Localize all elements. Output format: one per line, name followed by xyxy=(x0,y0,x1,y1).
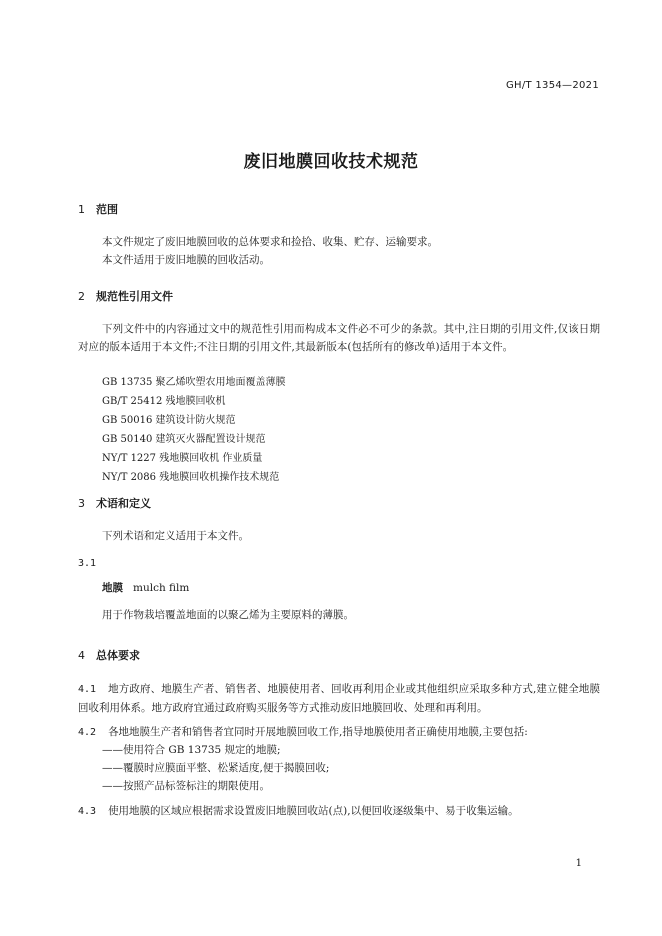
clause-4-3 xyxy=(78,802,600,821)
section-1-paragraph-2: 本文件适用于废旧地膜的回收活动。 xyxy=(102,254,270,266)
clause-4-2-items xyxy=(102,741,329,795)
section-title: 术语和定义 xyxy=(96,497,151,510)
section-number: 3 xyxy=(78,497,85,510)
section-1-heading xyxy=(78,201,118,217)
reference-item: GB 13735 聚乙烯吹塑农用地面覆盖薄膜 xyxy=(102,377,286,388)
section-2-intro: 下列文件中的内容通过文中的规范性引用而构成本文件必不可少的条款。其中,注日期的引用文件,仅该日期对应的版本适用于本文件;不注日期的引用文件,其最新版本(包括所有的修改单)适用于本文件。 xyxy=(78,323,600,353)
reference-list xyxy=(102,373,286,487)
clause-text: 各地地膜生产者和销售者宜同时开展地膜回收工作,指导地膜使用者正确使用地膜,主要包括: xyxy=(108,726,528,738)
clause-text: 使用地膜的区域应根据需求设置废旧地膜回收站(点),以便回收逐级集中、易于收集运输。 xyxy=(108,805,519,817)
term-chinese: 地膜 xyxy=(102,582,123,594)
list-item: ——使用符合 GB 13735 规定的地膜; xyxy=(102,744,281,756)
section-3-intro: 下列术语和定义适用于本文件。 xyxy=(102,530,249,542)
list-item: ——覆膜时应膜面平整、松紧适度,便于揭膜回收; xyxy=(102,762,330,774)
reference-item: GB/T 25412 残地膜回收机 xyxy=(102,396,226,407)
section-3-heading xyxy=(78,495,151,511)
section-number: 2 xyxy=(78,290,85,303)
reference-item: GB 50016 建筑设计防火规范 xyxy=(102,415,236,426)
list-item: ——按照产品标签标注的期限使用。 xyxy=(102,780,270,792)
section-title: 范围 xyxy=(96,203,118,216)
reference-item: GB 50140 建筑灭火器配置设计规范 xyxy=(102,434,266,445)
page-number: 1 xyxy=(575,858,582,869)
section-1-paragraph-1: 本文件规定了废旧地膜回收的总体要求和捡拾、收集、贮存、运输要求。 xyxy=(102,236,438,248)
section-number: 4 xyxy=(78,649,85,662)
clause-4-2 xyxy=(78,723,600,742)
section-title: 总体要求 xyxy=(96,649,140,662)
clause-text: 地方政府、地膜生产者、销售者、地膜使用者、回收再利用企业或其他组织应采取多种方式,建立健全地膜回收利用体系。地方政府宜通过政府购买服务等方式推动废旧地膜回收、处理和再利用。 xyxy=(78,683,600,714)
reference-item: NY/T 1227 残地膜回收机 作业质量 xyxy=(102,453,263,464)
clause-number: 4.3 xyxy=(78,806,97,817)
term-definition: 用于作物栽培覆盖地面的以聚乙烯为主要原料的薄膜。 xyxy=(102,609,354,621)
term-entry xyxy=(102,580,189,595)
clause-number: 4.2 xyxy=(78,727,97,738)
document-title: 废旧地膜回收技术规范 xyxy=(243,152,419,172)
section-2-heading xyxy=(78,288,173,304)
clause-number: 4.1 xyxy=(78,684,97,695)
reference-item: NY/T 2086 残地膜回收机操作技术规范 xyxy=(102,472,280,483)
standard-code: GH/T 1354—2021 xyxy=(505,80,599,91)
section-number: 1 xyxy=(78,203,85,216)
term-number: 3.1 xyxy=(78,558,97,569)
section-title: 规范性引用文件 xyxy=(96,290,173,303)
term-english: mulch film xyxy=(133,582,190,594)
section-4-heading xyxy=(78,647,140,663)
clause-4-1 xyxy=(78,680,600,717)
